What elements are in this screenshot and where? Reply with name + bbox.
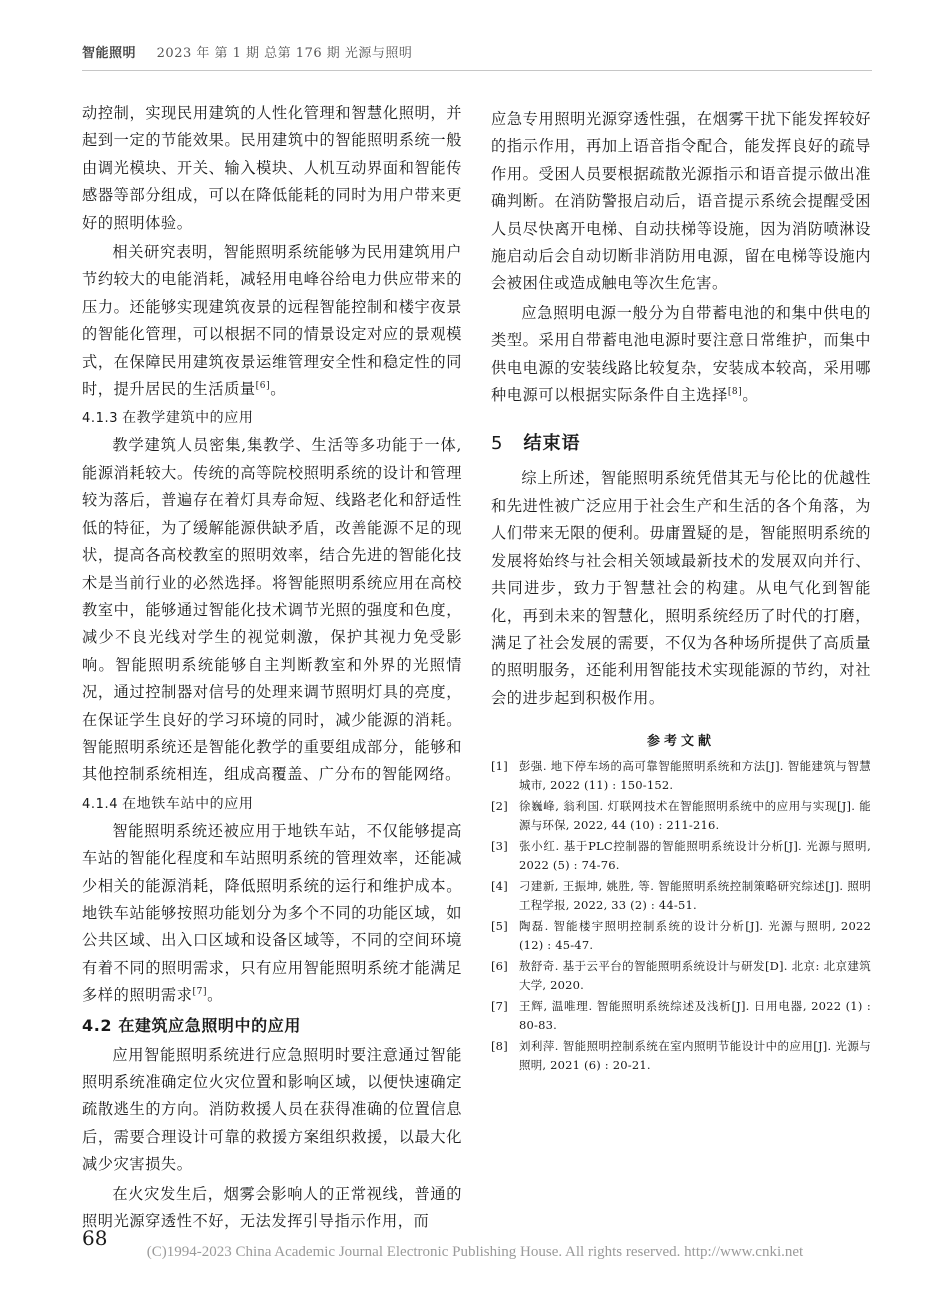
reference-text: 王辉, 温唯理. 智能照明系统综述及浅析[J]. 日用电器, 2022 (1) : 80-83. — [519, 999, 871, 1032]
references-heading: 参考文献 — [646, 734, 715, 750]
reference-item — [491, 797, 871, 834]
reference-text: 刘利萍. 智能照明控制系统在室内照明节能设计中的应用[J]. 光源与照明, 2021 (6) : 20-21. — [519, 1039, 871, 1072]
reference-item — [491, 877, 871, 914]
reference-item — [491, 997, 871, 1034]
paragraph: 动控制，实现民用建筑的人性化管理和智慧化照明，并起到一定的节能效果。民用建筑中的智能照明系统一般由调光模块、开关、输入模块、人机互动界面和智能传感器等部分组成，可以在降低能耗的同时为用户带来更好的照明体验。 — [82, 104, 462, 232]
copyright-notice: (C)1994-2023 China Academic Journal Electronic Publishing House. All rights reserved. http://www.cnki.net — [146, 1244, 804, 1260]
paragraph: 智能照明系统还被应用于地铁车站，不仅能够提高车站的智能化程度和车站照明系统的管理效率，还能减少相关的能源消耗，降低照明系统的运行和维护成本。地铁车站能够按照功能划分为多个不同的功能区域，如公共区域、出入口区域和设备区域等，不同的空间环境有着不同的照明需求，只有应用智能照明系统才能满足多样的照明需求[7]。 — [82, 821, 462, 1005]
paragraph: 在火灾发生后，烟雾会影响人的正常视线，普通的照明光源穿透性不好，无法发挥引导指示作用，而 — [82, 1184, 462, 1231]
paragraph: 应用智能照明系统进行应急照明时要注意通过智能照明系统准确定位火灾位置和影响区域，以便快速确定疏散逃生的方向。消防救援人员在获得准确的位置信息后，需要合理设计可靠的救援方案组织救援，以最大化减少灾害损失。 — [82, 1045, 462, 1174]
page-number: 68 — [82, 1226, 108, 1250]
header-divider — [82, 70, 872, 71]
reference-list — [491, 757, 871, 1074]
reference-text: 刁建新, 王振坤, 姚胜, 等. 智能照明系统控制策略研究综述[J]. 照明工程学报, 2022, 33 (2) : 44-51. — [519, 879, 871, 912]
paragraph: 相关研究表明，智能照明系统能够为民用建筑用户节约较大的电能消耗，减轻用电峰谷给电力供应带来的压力。还能够实现建筑夜景的远程智能控制和楼宇夜景的智能化管理，可以根据不同的情景设定对应的景观模式，在保障民用建筑夜景运维管理安全性和稳定性的同时，提升居民的生活质量[6]。 — [82, 243, 462, 399]
reference-number: [7] — [491, 999, 508, 1014]
reference-number: [8] — [491, 1039, 508, 1054]
subsection-heading-4-1-4: 4.1.4 在地铁车站中的应用 — [82, 795, 254, 812]
reference-text: 徐巍峰, 翁利国. 灯联网技术在智能照明系统中的应用与实现[J]. 能源与环保, 2022, 44 (10) : 211-216. — [519, 799, 871, 832]
reference-number: [5] — [491, 919, 508, 934]
citation: [8] — [727, 387, 743, 397]
running-header — [82, 42, 872, 66]
paragraph: 应急照明电源一般分为自带蓄电池的和集中供电的类型。采用自带蓄电池电源时要注意日常维护，而集中供电电源的安装线路比较复杂，安装成本较高，采用哪种电源可以根据实际条件自主选择[8]。 — [491, 303, 871, 405]
reference-text: 彭强. 地下停车场的高可靠智能照明系统和方法[J]. 智能建筑与智慧城市, 2022 (11) : 150-152. — [519, 759, 871, 792]
reference-item — [491, 957, 871, 994]
citation: [6] — [255, 381, 271, 391]
reference-number: [6] — [491, 959, 508, 974]
issue-info: 2023 年 第 1 期 总第 176 期 光源与照明 — [156, 46, 413, 61]
reference-number: [3] — [491, 839, 508, 854]
subsection-heading-4-1-3: 4.1.3 在教学建筑中的应用 — [82, 410, 254, 427]
section-heading-5: 5 结束语 — [491, 433, 581, 455]
reference-item — [491, 917, 871, 954]
reference-number: [2] — [491, 799, 508, 814]
reference-number: [4] — [491, 879, 508, 894]
citation: [7] — [192, 987, 208, 998]
reference-text: 敖舒奇. 基于云平台的智能照明系统设计与研发[D]. 北京: 北京建筑大学, 2020. — [519, 959, 871, 992]
reference-item — [491, 1037, 871, 1074]
journal-name: 智能照明 — [82, 46, 137, 61]
paragraph: 教学建筑人员密集,集教学、生活等多功能于一体,能源消耗较大。传统的高等院校照明系统的设计和管理较为落后，普遍存在着灯具寿命短、线路老化和舒适性低的特征，为了缓解能源供缺矛盾，改善能源不足的现状，提高各高校教室的照明效率，结合先进的智能化技术是当前行业的必然选择。将智能照明系统应用在高校教室中，能够通过智能化技术调节光照的强度和色度，减少不良光线对学生的视觉刺激，保护其视力免受影响。智能照明系统能够自主判断教室和外界的光照情况，通过控制器对信号的处理来调节照明灯具的亮度，在保证学生良好的学习环境的同时，减少能源的消耗。智能照明系统还是智能化教学的重要组成部分，能够和其他控制系统相连，组成高覆盖、广分布的智能网络。 — [82, 436, 462, 784]
paragraph: 应急专用照明光源穿透性强，在烟雾干扰下能发挥较好的指示作用，再加上语音指令配合，能发挥良好的疏导作用。受困人员要根据疏散光源指示和语音提示做出准确判断。在消防警报启动后，语音提示系统会提醒受困人员尽快离开电梯、自动扶梯等设施，因为消防喷淋设施启动后会自动切断非消防用电源，留在电梯等设施内会被困住或造成触电等次生危害。 — [491, 110, 871, 293]
paragraph: 综上所述，智能照明系统凭借其无与伦比的优越性和先进性被广泛应用于社会生产和生活的各个角落，为人们带来无限的便利。毋庸置疑的是，智能照明系统的发展将始终与社会相关领域最新技术的发展双向并行、共同进步，致力于智慧社会的构建。从电气化到智能化，再到未来的智慧化，照明系统经历了时代的打磨，满足了社会发展的需要，不仅为各种场所提供了高质量的照明服务，还能利用智能技术实现能源的节约，对社会的进步起到积极作用。 — [491, 469, 871, 707]
reference-item — [491, 837, 871, 874]
right-column — [491, 106, 871, 1077]
section-heading-4-2: 4.2 在建筑应急照明中的应用 — [82, 1015, 301, 1035]
reference-text: 陶磊. 智能楼宇照明控制系统的设计分析[J]. 光源与照明, 2022 (12) : 45-47. — [519, 919, 871, 952]
reference-number: [1] — [491, 759, 508, 774]
reference-item — [491, 757, 871, 794]
left-column — [82, 100, 462, 1235]
reference-text: 张小红. 基于PLC控制器的智能照明系统设计分析[J]. 光源与照明, 2022 (5) : 74-76. — [519, 839, 871, 872]
